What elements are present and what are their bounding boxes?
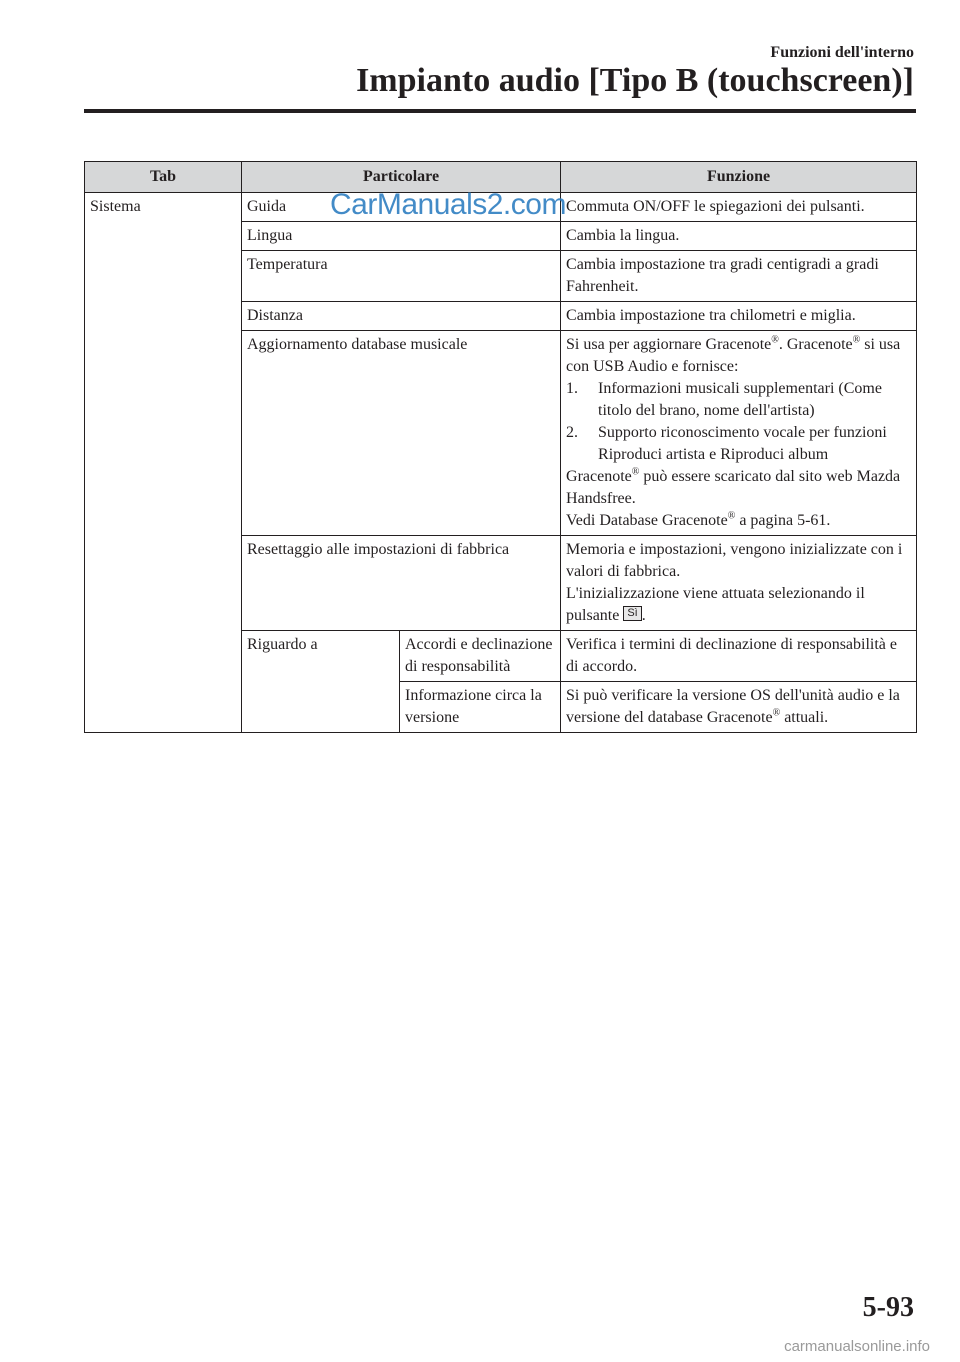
tab-cell-sistema: Sistema [85,193,242,733]
subitem-cell: Accordi e declinazione di responsabilità [400,631,561,682]
db-see-also: Vedi Database Gracenote® a pagina 5-61. [566,510,831,529]
db-intro: Si usa per aggiornare Gracenote®. Gracenote® si usa con USB Audio e fornisce: [566,334,901,375]
page-number: 5-93 [862,1292,914,1323]
si-button-icon: Sì [623,606,641,621]
db-download-note: Gracenote® può essere scaricato dal sito web Mazda Handsfree. [566,466,901,507]
function-cell: Verifica i termini di declinazione di responsabilità e di accordo. [561,631,917,682]
footer-site-watermark: carmanualsonline.info [784,1338,930,1355]
function-cell [561,536,917,631]
function-cell: Cambia impostazione tra chilometri e miglia. [561,302,917,331]
item-cell: Riguardo a [242,631,400,733]
item-cell: Distanza [242,302,561,331]
title-rule [84,109,916,113]
item-cell: Aggiornamento database musicale [242,331,561,536]
list-item: 2. Supporto riconoscimento vocale per funzioni Riproduci artista e Riproduci album [566,424,887,463]
db-feature-list [566,378,911,466]
function-cell: Si può verificare la versione OS dell'unità audio e la versione del database Gracenote® attuali. [561,682,917,733]
function-cell: Cambia impostazione tra gradi centigradi a gradi Fahrenheit. [561,251,917,302]
header-function: Funzione [561,162,917,193]
function-cell: Commuta ON/OFF le spiegazioni dei pulsanti. [561,193,917,222]
list-item: 1. Informazioni musicali supplementari (Come titolo del brano, nome dell'artista) [566,380,882,419]
item-cell: Temperatura [242,251,561,302]
watermark: CarManuals2.com [330,188,566,221]
header-tab: Tab [85,162,242,193]
function-cell: Cambia la lingua. [561,222,917,251]
reset-instruction: L'inizializzazione viene attuata selezionando il pulsante Sì . [566,585,865,624]
reset-text: Memoria e impostazioni, vengono inizializzate con i valori di fabbrica. [566,541,903,580]
table-header-row [85,162,917,193]
header-item: Particolare [242,162,561,193]
section-label: Funzioni dell'interno [770,44,914,61]
item-cell: Guida [242,193,561,222]
item-cell: Resettaggio alle impostazioni di fabbrica [242,536,561,631]
table-row [85,193,917,222]
settings-table [84,161,917,733]
function-cell [561,331,917,536]
page-title: Impianto audio [Tipo B (touchscreen)] [356,62,914,99]
subitem-cell: Informazione circa la versione [400,682,561,733]
item-cell: Lingua [242,222,561,251]
